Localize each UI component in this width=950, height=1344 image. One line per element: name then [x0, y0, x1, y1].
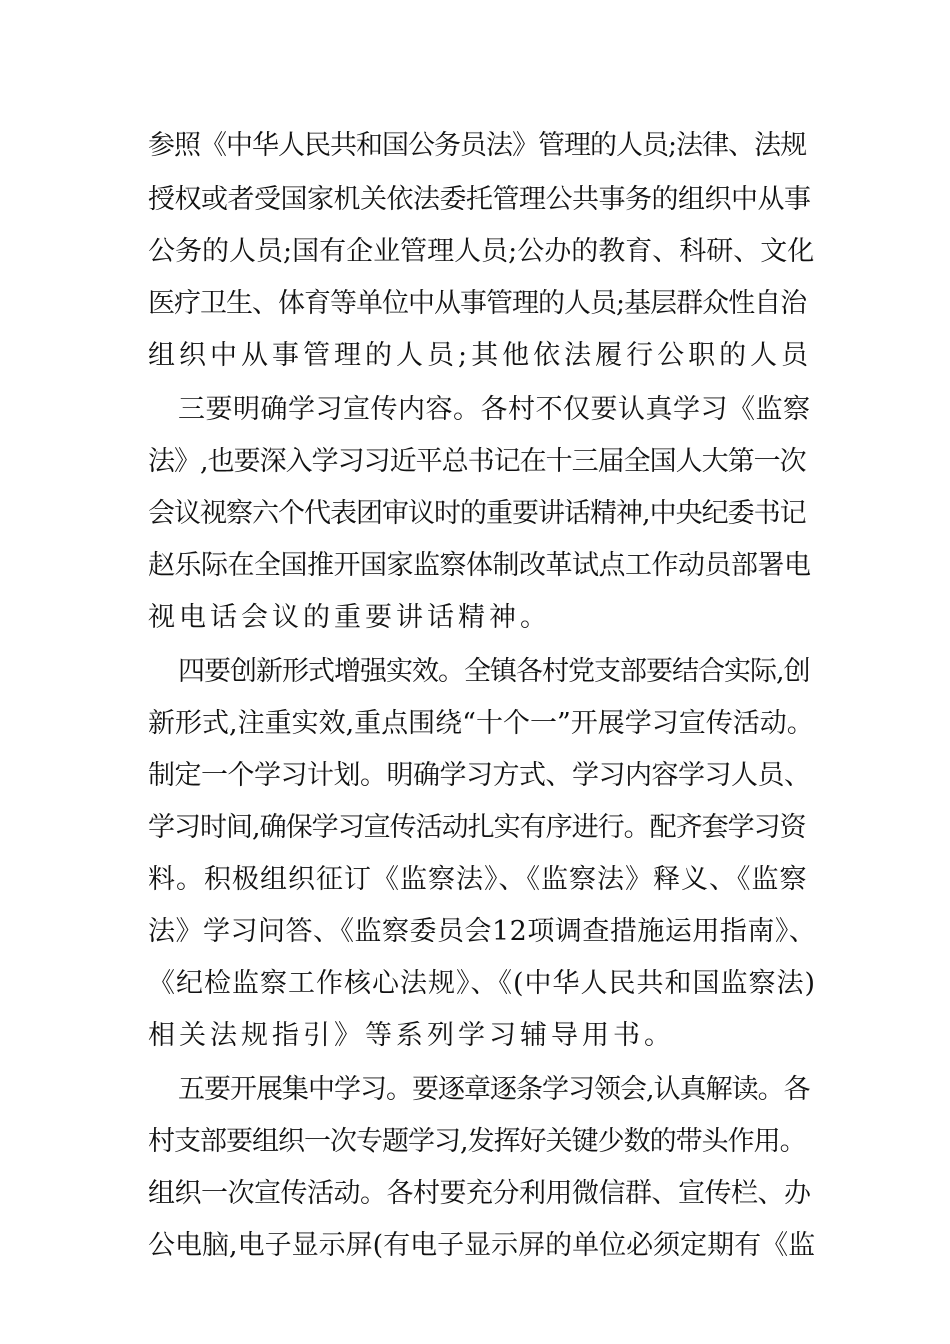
text-line: 《纪检监察工作核心法规》、《(中华人民共和国监察法) [148, 968, 817, 999]
paragraph-start-line: 三要明确学习宣传内容。各村不仅要认真学习《监察 [178, 394, 811, 425]
text-line: 相关法规指引》等系列学习辅导用书。 [148, 1020, 675, 1051]
text-line: 赵乐际在全国推开国家监察体制改革试点工作动员部署电 [148, 550, 811, 581]
paragraph-start-line: 四要创新形式增强实效。全镇各村党支部要结合实际,创 [178, 656, 810, 687]
paragraph-start-line: 五要开展集中学习。要逐章逐条学习领会,认真解读。各 [178, 1074, 810, 1105]
text-line: 组织中从事管理的人员;其他依法履行公职的人员 [148, 340, 813, 371]
text-line: 公务的人员;国有企业管理人员;公办的教育、科研、文化 [148, 236, 815, 267]
text-line: 法》,也要深入学习习近平总书记在十三届全国人大第一次 [148, 446, 806, 477]
text-line: 新形式,注重实效,重点围绕“十个一”开展学习宣传活动。 [148, 708, 814, 739]
text-line: 参照《中华人民共和国公务员法》管理的人员;法律、法规 [148, 130, 807, 161]
text-line: 料。积极组织征订《监察法》、《监察法》释义、《监察 [148, 864, 808, 895]
text-line: 组织一次宣传活动。各村要充分利用微信群、宣传栏、办 [148, 1178, 811, 1209]
text-line: 医疗卫生、体育等单位中从事管理的人员;基层群众性自治 [148, 288, 807, 319]
text-line: 村支部要组织一次专题学习,发挥好关键少数的带头作用。 [148, 1126, 806, 1157]
text-line: 法》学习问答、《监察委员会12项调查措施运用指南》、 [148, 916, 817, 947]
text-line: 视电话会议的重要讲话精神。 [148, 602, 551, 633]
text-line: 公电脑,电子显示屏(有电子显示屏的单位必须定期有《监 [148, 1230, 816, 1261]
text-line: 会议视察六个代表团审议时的重要讲话精神,中央纪委书记 [148, 498, 806, 529]
text-line: 学习时间,确保学习宣传活动扎实有序进行。配齐套学习资 [148, 812, 806, 843]
text-line: 制定一个学习计划。明确学习方式、学习内容学习人员、 [148, 760, 811, 791]
text-line: 授权或者受国家机关依法委托管理公共事务的组织中从事 [148, 184, 811, 215]
